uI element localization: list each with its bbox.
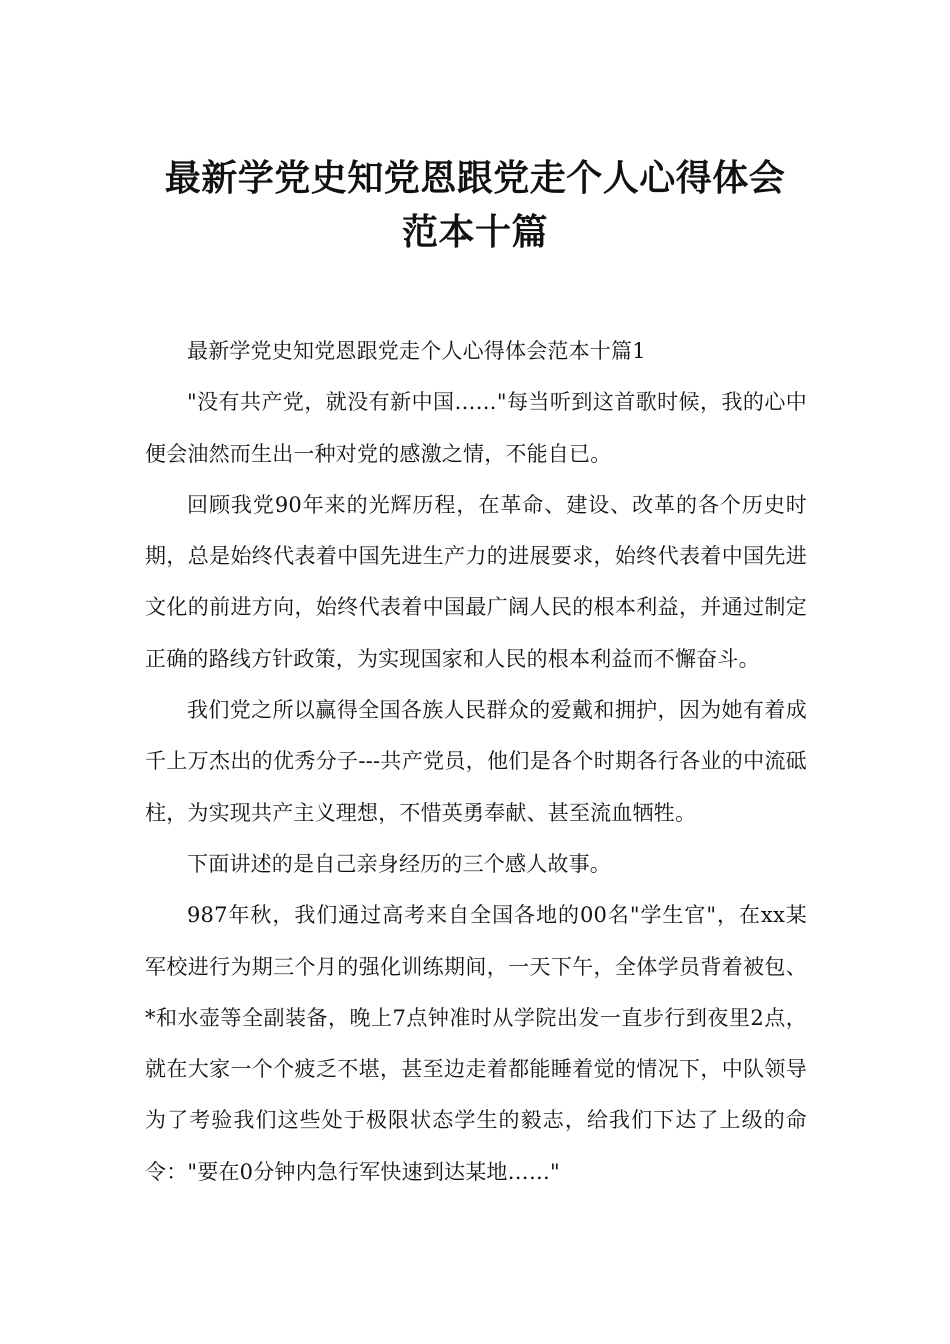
title-line-2: 范本十篇 bbox=[401, 212, 548, 254]
document-title bbox=[100, 152, 850, 260]
paragraph-heading: 最新学党史知党恩跟党走个人心得体会范本十篇1 bbox=[187, 339, 646, 363]
document-body bbox=[145, 326, 807, 1198]
paragraph: 我们党之所以赢得全国各族人民群众的爱戴和拥护，因为她有着成千上万杰出的优秀分子---共产党员，他们是各个时期各行各业的中流砥柱，为实现共产主义理想，不惜英勇奉献、甚至流血牺牲。 bbox=[145, 698, 807, 825]
title-line-1: 最新学党史知党恩跟党走个人心得体会 bbox=[164, 158, 786, 200]
paragraph: "没有共产党，就没有新中国……"每当听到这首歌时候，我的心中便会油然而生出一种对党的感激之情，不能自已。 bbox=[145, 390, 807, 466]
paragraph: 下面讲述的是自己亲身经历的三个感人故事。 bbox=[187, 851, 611, 876]
paragraph: 回顾我党90年来的光辉历程，在革命、建设、改革的各个历史时期，总是始终代表着中国先进生产力的进展要求，始终代表着中国先进文化的前进方向，始终代表着中国最广阔人民的根本利益，并通过制定正确的路线方针政策，为实现国家和人民的根本利益而不懈奋斗。 bbox=[145, 492, 807, 671]
paragraph: 987年秋，我们通过高考来自全国各地的00名"学生官"，在xx某军校进行为期三个月的强化训练期间，一天下午，全体学员背着被包、*和水壶等全副装备，晚上7点钟准时从学院出发一直步行到夜里2点，就在大家一个个疲乏不堪，甚至边走着都能睡着觉的情况下，中队领导为了考验我们这些处于极限状态学生的毅志，给我们下达了上级的命令："要在0分钟内急行军快速到达某地……" bbox=[145, 903, 807, 1184]
